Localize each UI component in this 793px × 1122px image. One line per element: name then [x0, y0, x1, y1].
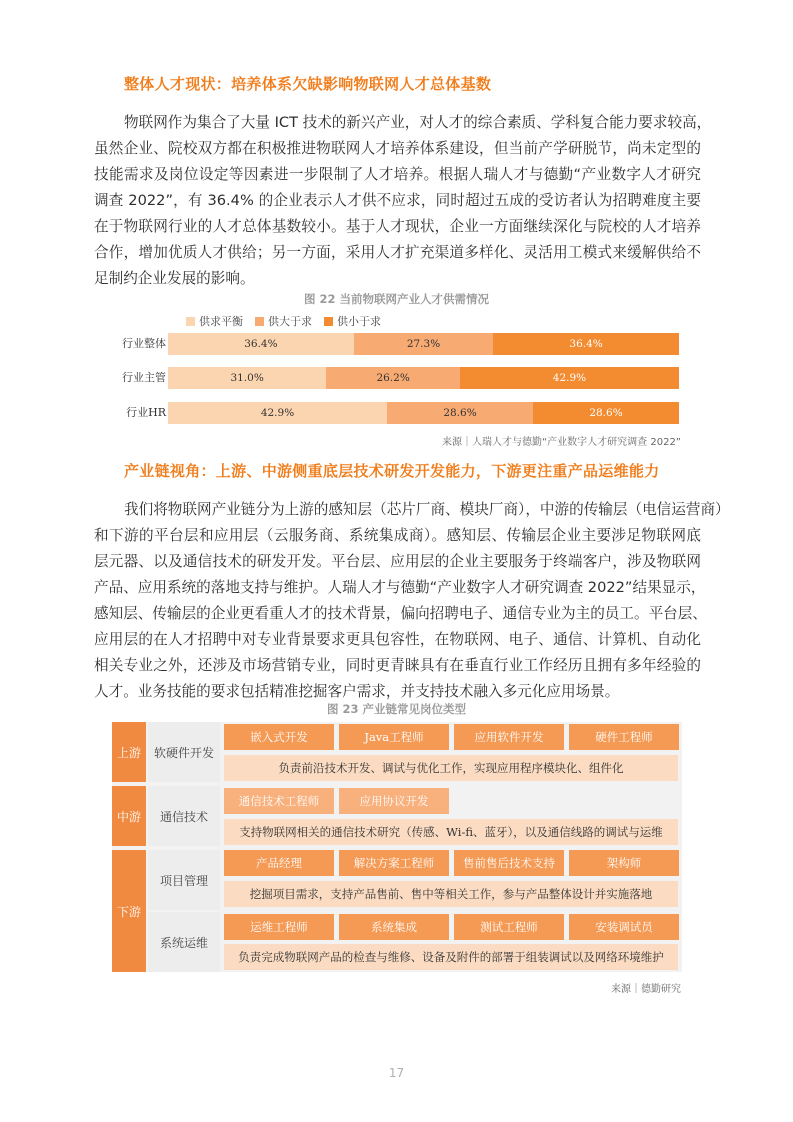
- paragraph-line: 物联网作为集合了大量 ICT 技术的新兴产业，对人才的综合素质、学科复合能力要求较高，: [124, 114, 712, 131]
- chart-legend: [186, 313, 381, 329]
- paragraph-line: 层元器、以及通信技术的研发开发。平台层、应用层的企业主要服务于终端客户，涉及物联网: [94, 553, 701, 570]
- legend-item: [186, 313, 243, 329]
- bar-segment: 28.6%: [533, 402, 679, 424]
- paragraph-line: 相关专业之外，还涉及市场营销专业，同时更青睐具有在垂直行业工作经历且拥有多年经验的: [94, 657, 701, 674]
- legend-swatch: [324, 317, 333, 326]
- bar-category-label: 行业HR: [126, 406, 166, 419]
- job-box: 通信技术工程师: [224, 788, 334, 814]
- job-box: 测试工程师: [454, 914, 564, 940]
- job-box: 硬件工程师: [569, 724, 679, 750]
- category-ops: 系统运维: [148, 912, 220, 972]
- job-box: 运维工程师: [224, 914, 334, 940]
- legend-swatch: [255, 317, 264, 326]
- bar-segment: 36.4%: [493, 333, 679, 355]
- legend-item: [324, 313, 381, 329]
- page-number: 17: [388, 1066, 405, 1080]
- paragraph-line: 产品、应用系统的落地支持与维护。人瑞人才与德勤“产业数字人才研究调查 2022”结果显示，: [94, 579, 706, 596]
- bar-segment: 27.3%: [354, 333, 493, 355]
- paragraph-industry-chain: [94, 497, 730, 705]
- job-description: 支持物联网相关的通信技术研究（传感、Wi-fi、蓝牙），以及通信线路的调试与运维: [224, 819, 678, 845]
- figure-23-source: 来源｜德勤研究: [611, 984, 681, 995]
- paragraph-talent-status: [94, 110, 712, 292]
- job-box: 架构师: [569, 850, 679, 876]
- paragraph-line: 合作，增加优质人才供给；另一方面，采用人才扩充渠道多样化、灵活用工模式来缓解供给不: [94, 244, 701, 261]
- bar-segment: 42.9%: [460, 367, 679, 389]
- bar-segment: 42.9%: [168, 402, 387, 424]
- bar-row: [112, 367, 682, 389]
- figure-22-title: 图 22 当前物联网产业人才供需情况: [303, 292, 489, 306]
- job-description: 挖掘项目需求，支持产品售前、售中等相关工作，参与产品整体设计并实施落地: [224, 881, 678, 907]
- figure-23-title: 图 23 产业链常见岗位类型: [326, 702, 466, 716]
- stage-upstream: 上游: [112, 722, 146, 782]
- category-pm: 项目管理: [148, 850, 220, 910]
- job-description: 负责完成物联网产品的检查与维修、设备及附件的部署于组装调试以及网络环境维护: [224, 944, 678, 970]
- job-box: 安装调试员: [569, 914, 679, 940]
- category-dev: 软硬件开发: [148, 722, 220, 782]
- paragraph-line: 在于物联网行业的人才总体基数较小。基于人才现状，企业一方面继续深化与院校的人才培养: [94, 218, 701, 235]
- bar-segment: 26.2%: [326, 367, 460, 389]
- job-box: Java工程师: [339, 724, 449, 750]
- legend-label: 供求平衡: [199, 315, 243, 328]
- bar-segment: 28.6%: [387, 402, 533, 424]
- bar-category-label: 行业主管: [122, 371, 166, 384]
- category-comm: 通信技术: [148, 786, 220, 846]
- paragraph-line: 技能需求及岗位设定等因素进一步限制了人才培养。根据人瑞人才与德勤“产业数字人才研究: [94, 166, 701, 183]
- paragraph-line: 足制约企业发展的影响。: [94, 270, 255, 287]
- job-box: 售前售后技术支持: [454, 850, 564, 876]
- bar-row: [112, 402, 682, 424]
- bar-stack: [168, 333, 679, 355]
- paragraph-line: 调查 2022”，有 36.4% 的企业表示人才供不应求，同时超过五成的受访者认为招聘难度主要: [94, 192, 701, 209]
- job-box: 嵌入式开发: [224, 724, 334, 750]
- section-heading-industry-chain: 产业链视角：上游、中游侧重底层技术研发开发能力，下游更注重产品运维能力: [124, 462, 660, 480]
- bar-segment: 31.0%: [168, 367, 326, 389]
- stage-downstream: 下游: [112, 850, 146, 972]
- paragraph-line: 虽然企业、院校双方都在积极推进物联网人才培养体系建设，但当前产学研脱节，尚未定型的: [94, 140, 701, 157]
- stage-midstream: 中游: [112, 786, 146, 846]
- job-box: 产品经理: [224, 850, 334, 876]
- job-box: 应用协议开发: [339, 788, 449, 814]
- legend-label: 供小于求: [337, 315, 381, 328]
- bar-category-label: 行业整体: [122, 337, 166, 350]
- bar-segment: 36.4%: [168, 333, 354, 355]
- paragraph-line: 人才。业务技能的要求包括精准挖掘客户需求，并支持技术融入多元化应用场景。: [94, 683, 620, 700]
- figure-22-source: 来源｜人瑞人才与德勤“产业数字人才研究调查 2022”: [442, 437, 681, 448]
- job-box: 解决方案工程师: [339, 850, 449, 876]
- job-description: 负责前沿技术开发、调试与优化工作，实现应用程序模块化、组件化: [224, 755, 678, 781]
- paragraph-line: 应用层的在人才招聘中对专业背景要求更具包容性，在物联网、电子、通信、计算机、自动化: [94, 631, 701, 648]
- paragraph-line: 我们将物联网产业链分为上游的感知层（芯片厂商、模块厂商），中游的传输层（电信运营商）: [124, 501, 730, 518]
- section-heading-talent-status: 整体人才现状：培养体系欠缺影响物联网人才总体基数: [124, 75, 492, 93]
- job-box: 应用软件开发: [454, 724, 564, 750]
- bar-stack: [168, 367, 679, 389]
- legend-label: 供大于求: [268, 315, 312, 328]
- paragraph-line: 和下游的平台层和应用层（云服务商、系统集成商）。感知层、传输层企业主要涉足物联网底: [94, 527, 701, 544]
- job-box: 系统集成: [339, 914, 449, 940]
- job-types-diagram: [112, 722, 682, 972]
- paragraph-line: 感知层、传输层的企业更看重人才的技术背景，偏向招聘电子、通信专业为主的员工。平台层、: [94, 605, 707, 622]
- bar-stack: [168, 402, 679, 424]
- legend-swatch: [186, 317, 195, 326]
- bar-row: [112, 333, 682, 355]
- legend-item: [255, 313, 312, 329]
